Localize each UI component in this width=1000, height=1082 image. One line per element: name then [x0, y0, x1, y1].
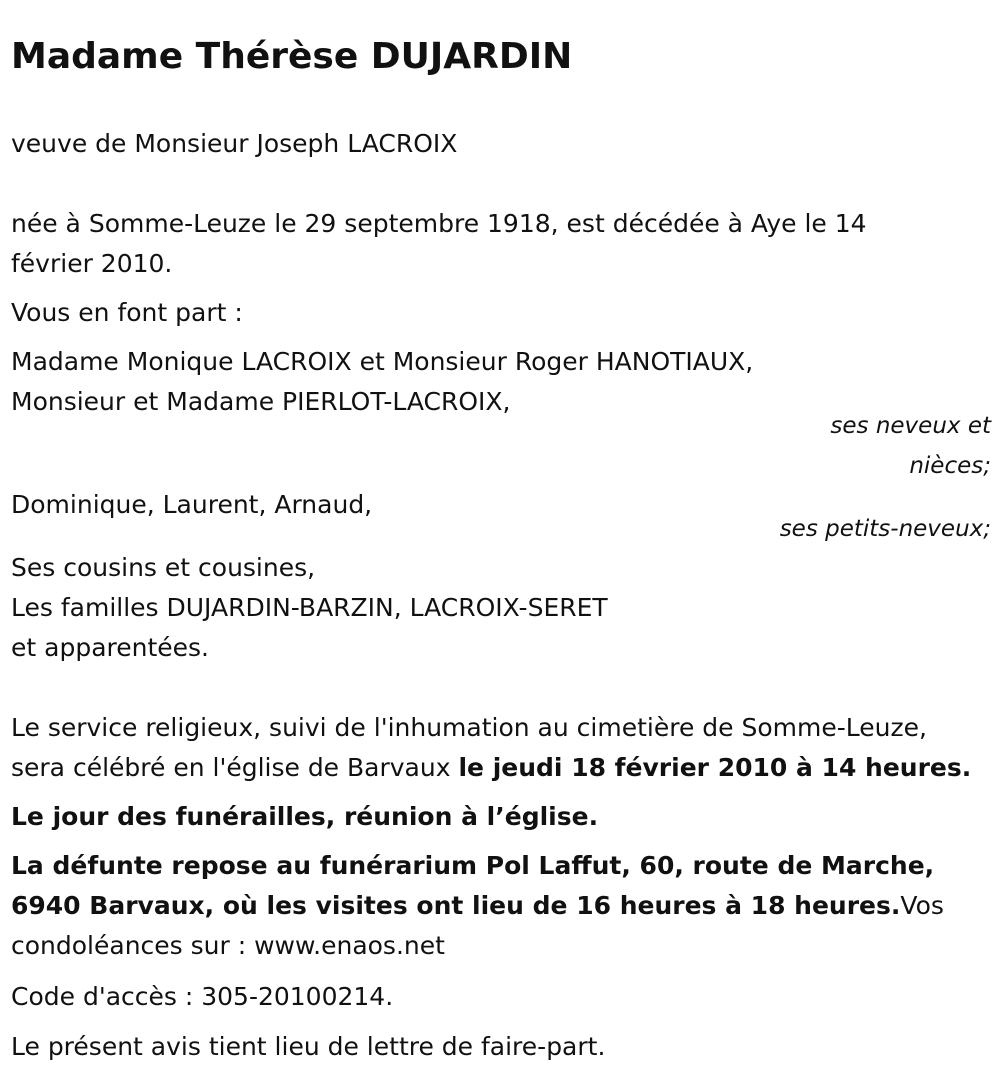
condolences-text: condoléances sur : www.enaos.net	[11, 931, 445, 960]
birth-line-2: février 2010.	[11, 249, 173, 278]
meeting-text: Le jour des funérailles, réunion à l’église.	[11, 802, 599, 831]
birth-line-1: née à Somme-Leuze le 29 septembre 1918, est décédée à Aye le 14	[11, 209, 867, 238]
nephews-line-2: Monsieur et Madame PIERLOT-LACROIX,	[11, 387, 511, 416]
families-text: Les familles DUJARDIN-BARZIN, LACROIX-SERET	[11, 593, 608, 622]
cousins-text: Ses cousins et cousines,	[11, 553, 316, 582]
grandnephews-role: ses petits-neveux;	[779, 516, 991, 542]
widow-of-text: veuve de Monsieur Joseph LACROIX	[11, 129, 458, 158]
nephews-role-2: nièces;	[909, 453, 991, 479]
service-line-1: Le service religieux, suivi de l'inhumation au cimetière de Somme-Leuze,	[11, 713, 927, 742]
service-location: sera célébré en l'église de Barvaux	[11, 753, 459, 782]
service-date: le jeudi 18 février 2010 à 14 heures.	[458, 753, 972, 782]
repose-line-1: La défunte repose au funérarium Pol Laffut, 60, route de Marche,	[11, 851, 935, 880]
announce-text: Vous en font part :	[11, 298, 243, 327]
repose-line-2	[11, 886, 944, 926]
nephews-line-1: Madame Monique LACROIX et Monsieur Roger HANOTIAUX,	[11, 347, 754, 376]
service-line-2	[11, 748, 971, 788]
condolences-prefix: Vos	[900, 891, 944, 920]
grandnephews-text: Dominique, Laurent, Arnaud,	[11, 490, 373, 519]
access-code-text: Code d'accès : 305-20100214.	[11, 982, 394, 1011]
notice-text: Le présent avis tient lieu de lettre de faire-part.	[11, 1032, 606, 1061]
nephews-role-1: ses neveux et	[830, 413, 991, 439]
visiting-hours: 6940 Barvaux, où les visites ont lieu de 16 heures à 18 heures.	[11, 891, 901, 920]
related-text: et apparentées.	[11, 633, 209, 662]
page-title: Madame Thérèse DUJARDIN	[11, 36, 573, 77]
